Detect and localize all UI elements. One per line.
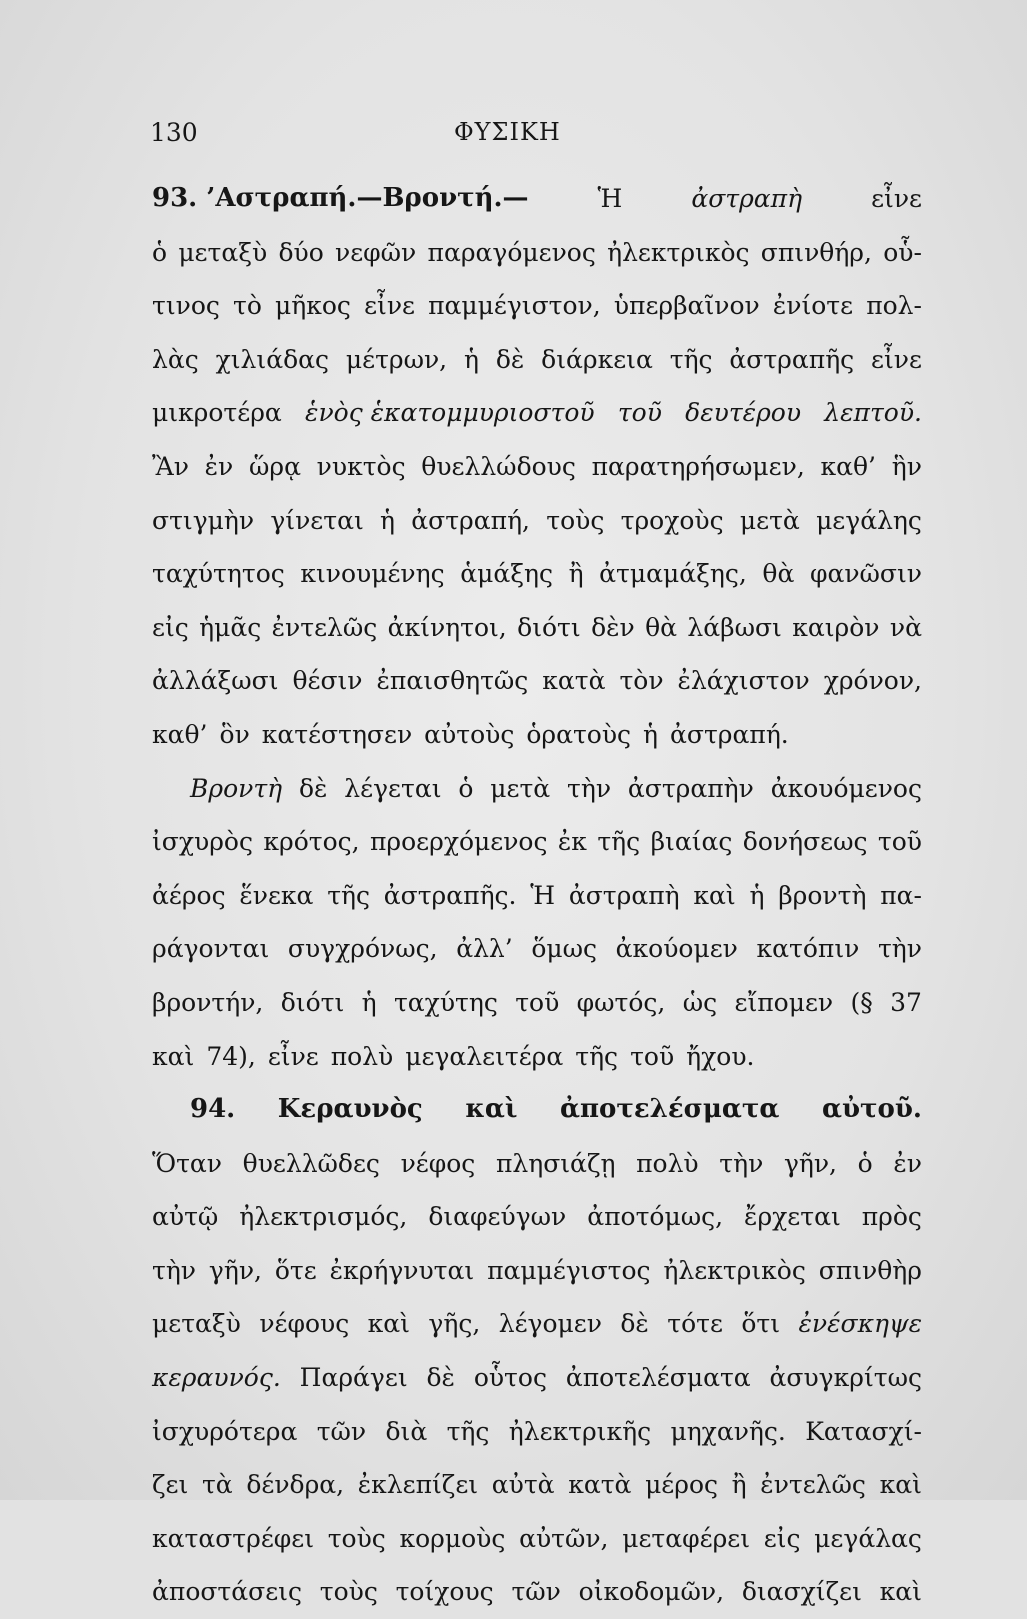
word: καὶ xyxy=(879,1470,922,1500)
word: καὶ xyxy=(367,1309,410,1339)
word: ἰσχυρότερα xyxy=(152,1416,298,1446)
word: Ἂν xyxy=(152,451,189,481)
word: εἶνε xyxy=(871,184,922,213)
text-line xyxy=(152,1190,922,1244)
word: στιγμὴν xyxy=(152,505,255,535)
word: κατὰ xyxy=(542,666,606,696)
section-heading-94 xyxy=(152,1083,922,1137)
word: λέγομεν xyxy=(498,1309,602,1339)
word: ἠλεκτρικὸς xyxy=(607,237,750,267)
text-line xyxy=(152,1565,922,1619)
word: ἠλεκτρισμός, xyxy=(239,1202,408,1232)
word: αὐτῶν, xyxy=(519,1523,609,1553)
word: γίνεται xyxy=(270,505,364,535)
word: ἔρχεται xyxy=(744,1202,841,1232)
word: βροντὴ xyxy=(778,880,867,910)
word: τοῦ xyxy=(877,827,922,857)
word: ἀποστάσεις xyxy=(152,1577,302,1607)
word: συγχρόνως, xyxy=(287,934,438,964)
text-line xyxy=(152,869,922,923)
word: ἰσχυρὸς xyxy=(152,827,253,857)
word: Ἡ xyxy=(597,184,623,213)
text-line xyxy=(152,708,922,762)
word: ἀστραπὴν xyxy=(627,773,754,803)
word: ἀκίνητοι, xyxy=(387,612,507,642)
word: ἐντελῶς xyxy=(271,612,378,642)
word: καθ’ xyxy=(152,719,208,749)
word: σπινθήρ, xyxy=(760,237,872,267)
text-line xyxy=(152,1244,922,1298)
word: εἶνε xyxy=(364,291,415,321)
word: νεφῶν xyxy=(335,237,417,267)
word: παμμέγιστος xyxy=(487,1255,651,1285)
word: ἀκουόμενος xyxy=(770,773,922,803)
word: δὲ xyxy=(620,1309,649,1339)
word: διότι xyxy=(280,987,345,1017)
word: δὲ xyxy=(298,773,328,803)
word: Παράγει xyxy=(299,1363,408,1393)
word: ζει xyxy=(152,1470,189,1500)
word: ὡς xyxy=(682,987,718,1017)
word: μετὰ xyxy=(490,773,551,803)
text-line xyxy=(152,762,922,816)
running-title: ΦΥΣΙΚΗ xyxy=(454,118,561,146)
word: ἠλεκτρικῆς xyxy=(508,1416,652,1446)
word: αὐτοῦ. xyxy=(821,1094,922,1125)
text-line xyxy=(152,1030,922,1084)
word: πα- xyxy=(880,880,922,910)
word: ἀλλάξωσι xyxy=(152,666,279,696)
word: χρόνον, xyxy=(823,666,922,696)
text-line xyxy=(152,279,922,333)
word: ἀκούομεν xyxy=(615,934,738,964)
word: οἰκοδομῶν, xyxy=(578,1577,725,1607)
word: κρότος, xyxy=(263,827,360,857)
text-line xyxy=(152,494,922,548)
text-line xyxy=(152,1512,922,1566)
word: ὅτε xyxy=(274,1255,317,1285)
word: νὰ xyxy=(889,612,922,642)
word: κεραυνός. xyxy=(152,1363,281,1393)
word: καὶ xyxy=(879,1577,922,1607)
word: καταστρέφει xyxy=(152,1523,315,1553)
word: μηχανῆς. xyxy=(670,1416,786,1446)
word: γῆν, xyxy=(208,1255,262,1285)
word: ἐνέσκηψε xyxy=(798,1309,922,1339)
word: δὲν xyxy=(591,612,635,642)
word: καθ’ xyxy=(820,451,876,481)
text-line xyxy=(152,1137,922,1191)
word: ἣν xyxy=(891,451,922,481)
word: μεγαλειτέρα xyxy=(405,1041,564,1071)
word: (§ xyxy=(850,987,873,1017)
word: τοὺς xyxy=(319,1577,378,1607)
word: μέτρων, xyxy=(345,344,448,374)
word: ἡ xyxy=(749,880,765,910)
word: λὰς xyxy=(152,344,199,374)
word: αὐτὰ xyxy=(491,1470,555,1500)
word: διὰ xyxy=(385,1416,428,1446)
word: ταχύτης xyxy=(393,987,498,1017)
word: πολ- xyxy=(866,291,922,321)
word: μεταξὺ xyxy=(178,237,268,267)
word: ἐν xyxy=(893,1148,922,1178)
word: 37 xyxy=(890,987,922,1017)
page-number: 130 xyxy=(150,118,198,147)
word: καὶ xyxy=(693,880,736,910)
text-line xyxy=(152,1458,922,1512)
word: τῆς xyxy=(446,1416,490,1446)
word: σπινθὴρ xyxy=(818,1255,922,1285)
word: μεγάλης xyxy=(816,505,922,535)
word: ἀστραπῆς. xyxy=(383,880,517,910)
text-line xyxy=(152,547,922,601)
word: βροντήν, xyxy=(152,987,264,1017)
word: γῆν, xyxy=(783,1148,838,1178)
word: Κατασχί- xyxy=(805,1416,922,1446)
word: κατόπιν xyxy=(756,934,860,964)
body-text xyxy=(152,172,922,1619)
word: θυελλῶδες xyxy=(242,1148,380,1178)
text-line xyxy=(152,440,922,494)
word: διότι xyxy=(517,612,581,642)
word: τὸν xyxy=(619,666,664,696)
word: φωτός, xyxy=(576,987,666,1017)
word: αὐτῷ xyxy=(152,1202,219,1232)
text-line xyxy=(152,1351,922,1405)
word: τὰ xyxy=(201,1470,233,1500)
word: θὰ xyxy=(762,559,795,589)
word: ἁμάξης xyxy=(460,559,553,589)
word: ἐπαισθητῶς xyxy=(376,666,529,696)
word: εἴπομεν xyxy=(734,987,834,1017)
word: διαφεύγων xyxy=(428,1202,567,1232)
word: τῆς xyxy=(597,827,641,857)
word: ἀσυγκρίτως xyxy=(769,1363,922,1393)
word: τῆς xyxy=(575,1041,619,1071)
word: ἢ xyxy=(568,559,584,589)
section-heading-93: 93. ’Αστραπή.—Βροντή.— xyxy=(152,183,529,213)
word: τροχοὺς xyxy=(620,505,724,535)
word: δύο xyxy=(278,237,324,267)
word: θέσιν xyxy=(292,666,363,696)
word: ἀλλ’ xyxy=(456,934,513,964)
word: προερχόμενος xyxy=(370,827,548,857)
text-line xyxy=(152,386,922,440)
word: τινος xyxy=(152,291,220,321)
word: οὗτος xyxy=(473,1363,547,1393)
word: τὴν xyxy=(567,773,612,803)
word: ἡμᾶς xyxy=(199,612,262,642)
word: μικροτέρα xyxy=(152,398,282,428)
word: δευτέρου xyxy=(685,398,802,428)
word: παραγόμενος xyxy=(427,237,596,267)
word: ὁρατοὺς xyxy=(526,719,632,749)
word: μεγάλας xyxy=(814,1523,922,1553)
word: τοῦ xyxy=(515,987,560,1017)
word: λέγεται xyxy=(344,773,442,803)
text-line xyxy=(152,815,922,869)
word: τῆς xyxy=(669,344,713,374)
word: τὴν xyxy=(152,1255,197,1285)
word: λεπτοῦ. xyxy=(824,398,922,428)
word: μῆκος xyxy=(275,291,351,321)
word: ἡ xyxy=(361,987,377,1017)
word: βιαίας xyxy=(650,827,733,857)
word: ἀστραπῆς xyxy=(729,344,855,374)
word: ράγονται xyxy=(152,934,270,964)
word: ἀστραπή, xyxy=(411,505,530,535)
word: ὥρᾳ xyxy=(248,451,301,481)
word: ἀποτελέσματα xyxy=(565,1363,751,1393)
word: πολὺ xyxy=(636,1148,699,1178)
word: ἠλεκτρικὸς xyxy=(663,1255,806,1285)
word: ἑνὸς ἑκατομμυριοστοῦ xyxy=(305,398,595,428)
word: 74), xyxy=(206,1041,256,1071)
word: δὲ xyxy=(426,1363,455,1393)
word: τῆς xyxy=(327,880,371,910)
word: ἐν xyxy=(204,451,234,481)
word: ἀέρος xyxy=(152,880,226,910)
word: τοῦ xyxy=(617,398,662,428)
word: εἰς xyxy=(152,612,189,642)
word: ὅτι xyxy=(741,1309,781,1339)
word: καὶ xyxy=(465,1094,518,1125)
word: χιλιάδας xyxy=(215,344,330,374)
word: αὐτοὺς xyxy=(424,719,515,749)
word: πρὸς xyxy=(861,1202,922,1232)
word: οὗ- xyxy=(883,237,922,267)
word: ὁ xyxy=(458,773,474,803)
word: ἀτμαμάξης, xyxy=(599,559,747,589)
word: Κεραυνὸς xyxy=(277,1094,423,1125)
word: ἤχου. xyxy=(686,1041,755,1071)
word: τοίχους xyxy=(395,1577,494,1607)
text-line xyxy=(152,333,922,387)
word: ἀποτόμως, xyxy=(587,1202,724,1232)
word: κατὰ xyxy=(568,1470,632,1500)
word: παμμέγιστον, xyxy=(428,291,601,321)
word: δὲ xyxy=(495,344,525,374)
word: ἀστραπὴ xyxy=(568,880,680,910)
word: ὅμως xyxy=(531,934,598,964)
word: ἀποτελέσματα xyxy=(559,1094,780,1125)
word: θυελλώδους xyxy=(421,451,576,481)
word: ἕνεκα xyxy=(239,880,314,910)
word: ταχύτητος xyxy=(152,559,285,589)
word: μετὰ xyxy=(739,505,800,535)
word: μέρος xyxy=(645,1470,719,1500)
word: τὴν xyxy=(877,934,922,964)
text-line xyxy=(152,1405,922,1459)
word: ἐνίοτε xyxy=(772,291,854,321)
page-header xyxy=(150,118,910,152)
word: κορμοὺς xyxy=(399,1523,506,1553)
word: ἐντελῶς xyxy=(760,1470,866,1500)
word: νέφος xyxy=(400,1148,476,1178)
word: διάρκεια xyxy=(541,344,653,374)
word: τότε xyxy=(667,1309,723,1339)
word: ἡ xyxy=(464,344,479,374)
word: ἐκλεπίζει xyxy=(357,1470,479,1500)
text-line xyxy=(152,922,922,976)
word: καιρὸν xyxy=(792,612,880,642)
word: τῶν xyxy=(316,1416,367,1446)
word: ἡ xyxy=(643,719,659,749)
text-line xyxy=(152,976,922,1030)
word: ἀστραπή. xyxy=(670,719,789,749)
word: παρατηρήσωμεν, xyxy=(591,451,805,481)
word: τοὺς xyxy=(327,1523,386,1553)
word: 94. xyxy=(190,1094,236,1125)
word: εἰς xyxy=(763,1523,801,1553)
word: ὁ xyxy=(857,1148,873,1178)
word: λάβωσι xyxy=(687,612,782,642)
word: ὃν xyxy=(219,719,250,749)
word: τὴν xyxy=(719,1148,764,1178)
word: καὶ xyxy=(152,1041,195,1071)
word: ἡ xyxy=(380,505,396,535)
word: ἐλάχιστον xyxy=(677,666,810,696)
word: ὑπερβαῖνον xyxy=(613,291,760,321)
word: τοῦ xyxy=(630,1041,675,1071)
word: δένδρα, xyxy=(246,1470,345,1500)
word: θὰ xyxy=(645,612,678,642)
word: κινουμένης xyxy=(300,559,445,589)
text-line xyxy=(152,654,922,708)
word: πολὺ xyxy=(330,1041,394,1071)
word: εἶνε xyxy=(267,1041,319,1071)
word: νυκτὸς xyxy=(316,451,406,481)
word: δονήσεως xyxy=(742,827,868,857)
text-line xyxy=(152,226,922,280)
word: μεταφέρει xyxy=(622,1523,751,1553)
word: μεταξὺ xyxy=(152,1309,241,1339)
word: τῶν xyxy=(511,1577,561,1607)
word: Ἡ xyxy=(530,880,556,910)
word: ἐκ xyxy=(557,827,587,857)
word: ἐκρήγνυται xyxy=(329,1255,475,1285)
word: τὸ xyxy=(233,291,262,321)
word: νέφους xyxy=(259,1309,350,1339)
word: Βροντὴ xyxy=(190,773,283,803)
word: πλησιάζῃ xyxy=(495,1148,616,1178)
word: ὁ xyxy=(152,237,168,267)
word: ἀστραπὴ xyxy=(691,184,803,213)
word: ἢ xyxy=(731,1470,747,1500)
text-line xyxy=(152,172,922,226)
text-line xyxy=(152,1297,922,1351)
word: φανῶσιν xyxy=(809,559,922,589)
word: κατέστησεν xyxy=(261,719,413,749)
word: τοὺς xyxy=(546,505,605,535)
word: γῆς, xyxy=(428,1309,481,1339)
word: εἶνε xyxy=(871,344,922,374)
text-line xyxy=(152,601,922,655)
word: διασχίζει xyxy=(741,1577,862,1607)
word: Ὅταν xyxy=(152,1148,223,1178)
